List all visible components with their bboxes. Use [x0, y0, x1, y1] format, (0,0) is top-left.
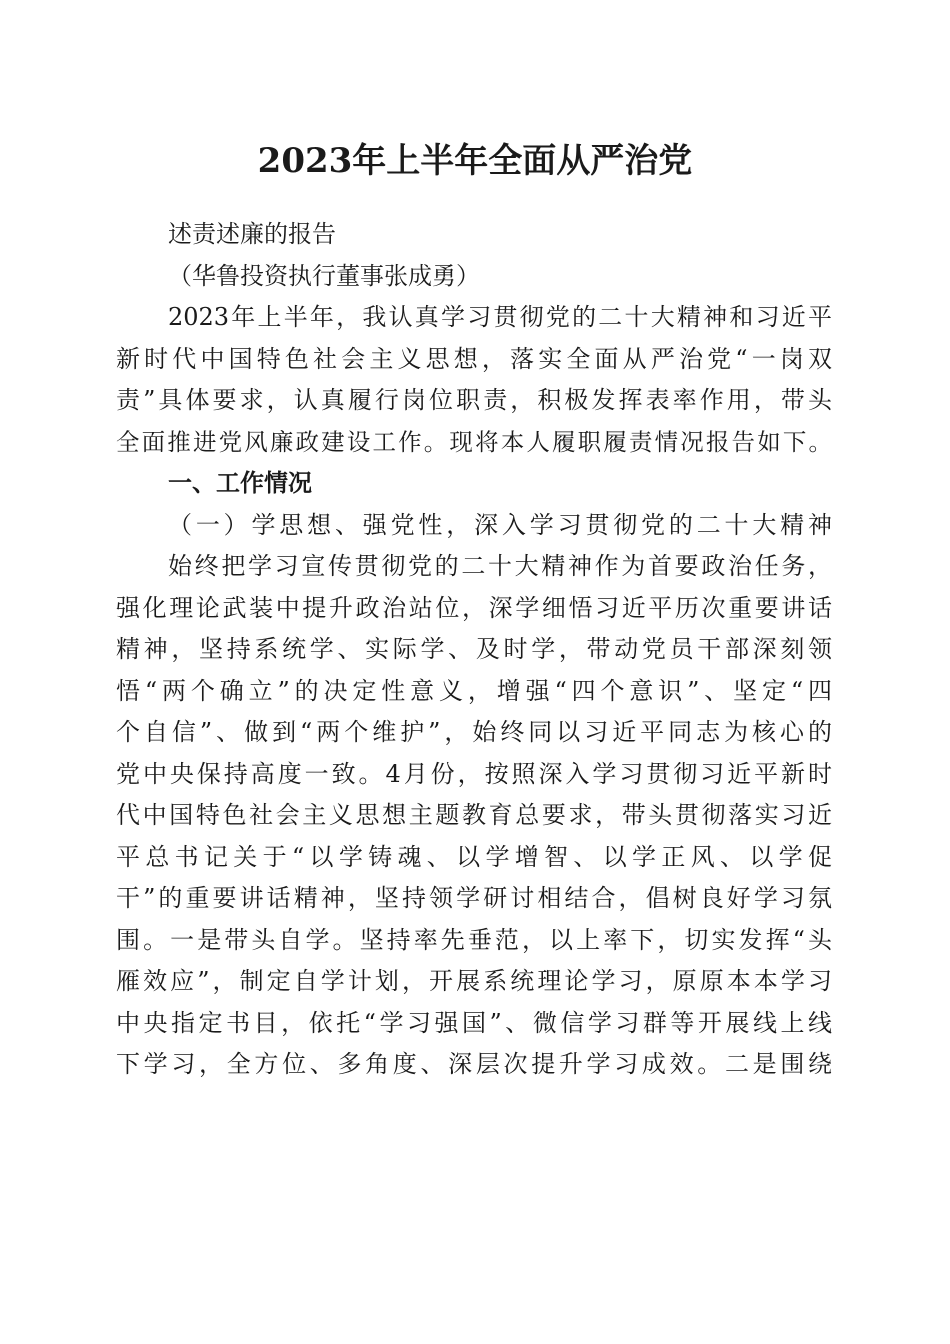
paragraph-line: 党中央保持高度一致。4月份，按照深入学习贯彻习近平新时 [116, 759, 832, 788]
paragraph-line: 强化理论武装中提升政治站位，深学细悟习近平历次重要讲话 [116, 593, 832, 622]
paragraph-line: 雁效应”，制定自学计划，开展系统理论学习，原原本本学习 [116, 967, 832, 995]
paragraph-line: 责”具体要求，认真履行岗位职责，积极发挥表率作用，带头 [116, 386, 832, 414]
paragraph-line: 悟“两个确立”的决定性意义，增强“四个意识”、坚定“四 [116, 676, 832, 705]
section-heading: 一、工作情况 [168, 469, 312, 497]
paragraph-line: 代中国特色社会主义思想主题教育总要求，带头贯彻落实习近 [116, 801, 832, 829]
paragraph-line: 新时代中国特色社会主义思想，落实全面从严治党“一岗双 [116, 344, 832, 373]
paragraph-line: 下学习，全方位、多角度、深层次提升学习成效。二是围绕 [116, 1050, 832, 1078]
paragraph-line: 干”的重要讲话精神，坚持领学研讨相结合，倡树良好学习氛 [116, 884, 832, 912]
paragraph-line: 围。一是带头自学。坚持率先垂范，以上率下，切实发挥“头 [116, 925, 832, 954]
paragraph-line: 精神，坚持系统学、实际学、及时学，带动党员干部深刻领 [116, 635, 832, 663]
paragraph-line: 平总书记关于“以学铸魂、以学增智、以学正风、以学促 [116, 842, 832, 871]
paragraph-line: 全面推进党风廉政建设工作。现将本人履职履责情况报告如下。 [116, 427, 832, 456]
paragraph-line: 始终把学习宣传贯彻党的二十大精神作为首要政治任务， [168, 552, 832, 580]
author-line: （华鲁投资执行董事张成勇） [168, 261, 480, 290]
paragraph-line: 2023年上半年，我认真学习贯彻党的二十大精神和习近平 [168, 303, 832, 331]
subsection-heading: （一）学思想、强党性，深入学习贯彻党的二十大精神 [168, 510, 832, 539]
subtitle-line: 述责述廉的报告 [168, 220, 336, 248]
paragraph-line: 个自信”、做到“两个维护”，始终同以习近平同志为核心的 [116, 718, 832, 746]
paragraph-line: 中央指定书目，依托“学习强国”、微信学习群等开展线上线 [116, 1008, 832, 1037]
document-body [116, 214, 832, 1086]
document-title: 2023年上半年全面从严治党 [257, 141, 693, 181]
